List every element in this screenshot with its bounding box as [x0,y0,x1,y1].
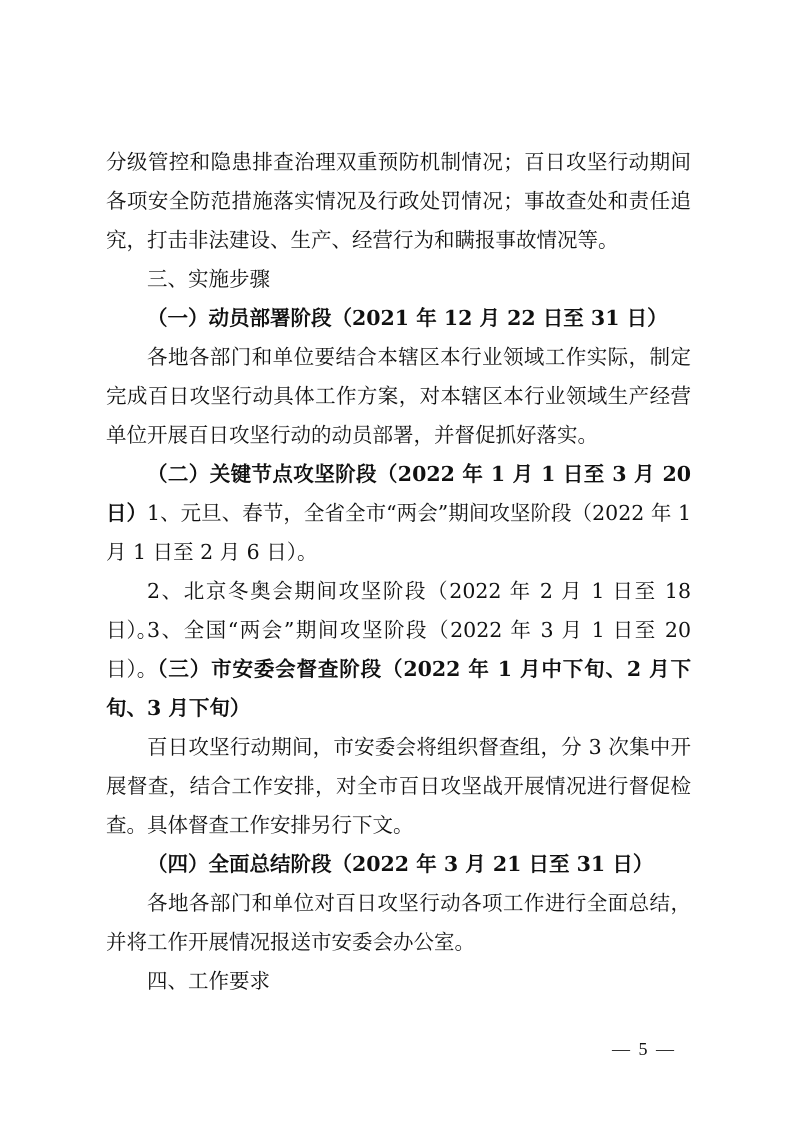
paragraph-item-1: 1、元旦、春节，全省全市“两会”期间攻坚阶段（2022 年 1 月 1 日至 2 月 6 日）。 [106,501,691,564]
paragraph-item-2: 2、北京冬奥会期间攻坚阶段（2022 年 2 月 1 日至 18 日）。 [106,579,691,642]
subsection-heading-inspection: （三）市安委会督查阶段（2022 年 1 月中下旬、2 月下旬、3 月下旬） [106,657,691,720]
paragraph-mobilization: 各地各部门和单位要结合本辖区本行业领域工作实际，制定完成百日攻坚行动具体工作方案，对本辖区本行业领域生产经营单位开展百日攻坚行动的动员部署，并督促抓好落实。 [106,345,691,447]
paragraph-safety-prevention: 分级管控和隐患排查治理双重预防机制情况；百日攻坚行动期间各项安全防范措施落实情况及行政处罚情况；事故查处和责任追究，打击非法建设、生产、经营行为和瞒报事故情况等。 [106,150,691,252]
page-number: — 5 — [612,1039,676,1059]
paragraph-summary: 各地各部门和单位对百日攻坚行动各项工作进行全面总结，并将工作开展情况报送市安委会办公室。 [106,891,691,954]
section-heading-work-requirements: 四、工作要求 [147,969,270,993]
section-heading-implementation-steps: 三、实施步骤 [147,267,270,291]
subsection-heading-key-nodes: （二）关键节点攻坚阶段（2022 年 1 月 1 日至 3 月 20 日） [106,462,691,525]
paragraph-inspection: 百日攻坚行动期间，市安委会将组织督查组，分 3 次集中开展督查，结合工作安排，对全市百日攻坚战开展情况进行督促检查。具体督查工作安排另行下文。 [106,735,691,837]
subsection-heading-mobilization: （一）动员部署阶段（2021 年 12 月 22 日至 31 日） [147,306,668,330]
paragraph-item-3: 3、全国“两会”期间攻坚阶段（2022 年 3 月 1 日至 20 日）。 [106,618,691,681]
subsection-heading-summary: （四）全面总结阶段（2022 年 3 月 21 日至 31 日） [147,852,654,876]
